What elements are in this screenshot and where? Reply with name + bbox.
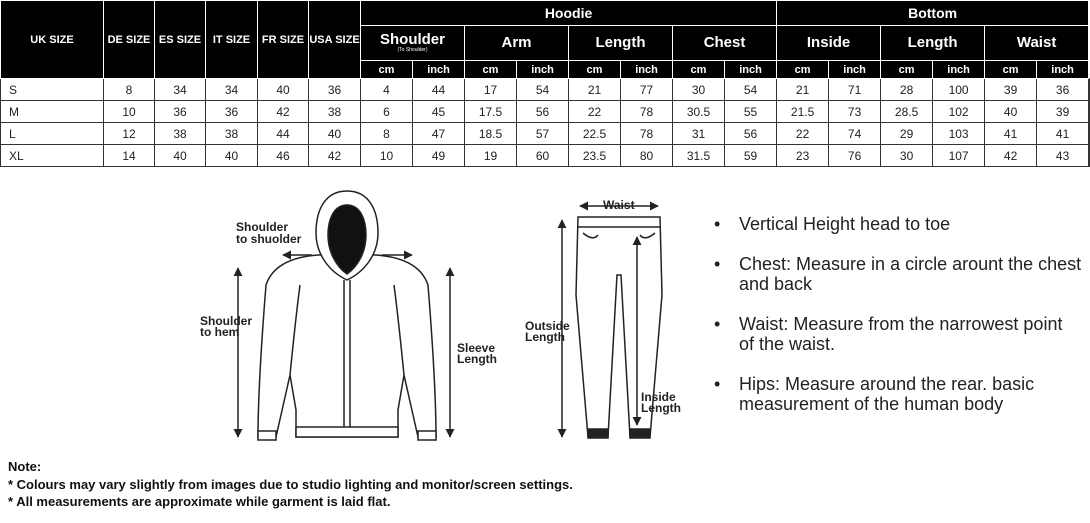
table-cell [1089, 79, 1090, 101]
note-item: • Vertical Height head to toe [712, 214, 1082, 234]
table-cell: 41 [985, 123, 1037, 145]
table-cell: 103 [933, 123, 985, 145]
table-cell: 12 [104, 123, 155, 145]
table-cell: 23 [777, 145, 829, 167]
table-cell: 36 [1037, 79, 1089, 101]
table-cell: 102 [933, 101, 985, 123]
table-cell: 21 [569, 79, 621, 101]
table-cell: 56 [725, 123, 777, 145]
hoodie-shoulder-label: Shoulder [379, 31, 445, 48]
col-de-size: DE SIZE [104, 1, 155, 79]
table-cell: 47 [413, 123, 465, 145]
hoodie-shoulder-sublabel: (To Shoulder) [397, 47, 428, 53]
label-shoulder-to-hem-1: Shoulder [200, 314, 253, 328]
table-cell: 28.5 [881, 101, 933, 123]
table-cell: 40 [985, 101, 1037, 123]
label-sleeve-length-1: Sleeve [457, 341, 496, 355]
unit-header-cm: cm [569, 61, 621, 79]
bottom-inside-header: Inside [777, 26, 881, 61]
table-cell: 18.5 [465, 123, 517, 145]
table-cell: 8 [361, 123, 413, 145]
table-cell: 36 [309, 79, 361, 101]
unit-header-cm: cm [465, 61, 517, 79]
table-cell: 41 [1037, 123, 1089, 145]
table-cell: 57 [517, 123, 569, 145]
pants-left-cuff [588, 429, 608, 438]
table-cell: 71 [829, 79, 881, 101]
table-cell: 38 [309, 101, 361, 123]
table-cell: 54 [517, 79, 569, 101]
table-cell: 14 [104, 145, 155, 167]
unit-header-cm: cm [361, 61, 413, 79]
table-cell: 8 [104, 79, 155, 101]
label-inside-length-2: Length [641, 401, 681, 415]
hoodie-waistband [296, 427, 398, 437]
label-inside-length-1: Inside [641, 390, 676, 404]
table-cell: 100 [933, 79, 985, 101]
table-cell: 36 [206, 101, 258, 123]
label-shoulder-to-shoulder-1: Shoulder [236, 220, 289, 234]
hoodie-arm-header: Arm [465, 26, 569, 61]
bottom-waist-header: Waist [985, 26, 1089, 61]
table-cell: 42 [985, 145, 1037, 167]
unit-header-cm: cm [673, 61, 725, 79]
table-cell: 30 [881, 145, 933, 167]
table-cell: 42 [309, 145, 361, 167]
hoodie-right-cuff [418, 431, 436, 440]
hoodie-length-header: Length [569, 26, 673, 61]
col-es-size: ES SIZE [155, 1, 206, 79]
label-waist: Waist [603, 198, 635, 212]
unit-header-cm: cm [881, 61, 933, 79]
table-cell: 36 [155, 101, 206, 123]
col-it-size: IT SIZE [206, 1, 258, 79]
table-cell: 39 [1037, 101, 1089, 123]
label-shoulder-to-hem-2: to hem [200, 325, 240, 339]
col-uk-size: UK SIZE [1, 1, 104, 79]
table-cell: 10 [104, 101, 155, 123]
note-item: • Chest: Measure in a circle arount the chest and back [712, 254, 1082, 294]
table-cell: 22 [777, 123, 829, 145]
unit-header-inch: inch [933, 61, 985, 79]
table-cell: 23.5 [569, 145, 621, 167]
table-cell: 10 [361, 145, 413, 167]
size-table-body [1, 79, 1090, 167]
table-cell: 46 [258, 145, 309, 167]
table-cell: 74 [829, 123, 881, 145]
footnote-line: * All measurements are approximate while garment is laid flat. [8, 494, 391, 509]
footnote-title: Note: [8, 459, 42, 474]
table-cell: 60 [517, 145, 569, 167]
table-cell: 73 [829, 101, 881, 123]
table-cell: 29 [881, 123, 933, 145]
size-label-cell: M [1, 101, 104, 123]
table-cell: 77 [621, 79, 673, 101]
table-cell: 38 [155, 123, 206, 145]
table-row [1, 123, 1090, 145]
col-fr-size: FR SIZE [258, 1, 309, 79]
table-cell: 40 [258, 79, 309, 101]
footnote-line: * Colours may vary slightly from images due to studio lighting and monitor/screen settings. [8, 476, 573, 492]
table-row [1, 101, 1090, 123]
measuring-notes [712, 214, 1082, 434]
hoodie-body-outline [258, 255, 436, 437]
table-row [1, 145, 1090, 167]
table-cell: 78 [621, 101, 673, 123]
size-label-cell: L [1, 123, 104, 145]
table-cell: 40 [206, 145, 258, 167]
note-item: • Waist: Measure from the narrowest point of the waist. [712, 314, 1082, 354]
label-sleeve-length-2: Length [457, 352, 497, 366]
table-cell: 6 [361, 101, 413, 123]
table-cell: 22.5 [569, 123, 621, 145]
table-cell: 45 [413, 101, 465, 123]
table-cell: 56 [517, 101, 569, 123]
size-label-cell: XL [1, 145, 104, 167]
unit-header-inch: inch [517, 61, 569, 79]
table-cell: 4 [361, 79, 413, 101]
table-cell: 17.5 [465, 101, 517, 123]
table-cell: 34 [206, 79, 258, 101]
unit-header-inch: inch [829, 61, 881, 79]
table-cell: 39 [985, 79, 1037, 101]
table-cell: 40 [309, 123, 361, 145]
table-cell: 76 [829, 145, 881, 167]
unit-header-cm: cm [985, 61, 1037, 79]
size-label-cell: S [1, 79, 104, 101]
table-cell: 54 [725, 79, 777, 101]
table-cell: 42 [258, 101, 309, 123]
table-cell: 38 [206, 123, 258, 145]
label-outside-length-2: Length [525, 330, 565, 344]
table-cell: 43 [1037, 145, 1089, 167]
table-cell: 17 [465, 79, 517, 101]
table-cell: 30.5 [673, 101, 725, 123]
table-cell: 28 [881, 79, 933, 101]
hoodie-shoulder-header [361, 26, 465, 61]
note-item: • Hips: Measure around the rear. basic measurement of the human body [712, 374, 1082, 414]
label-outside-length-1: Outside [525, 319, 570, 333]
table-cell: 31.5 [673, 145, 725, 167]
unit-header-inch: inch [413, 61, 465, 79]
table-cell: 30 [673, 79, 725, 101]
size-chart-table [0, 0, 1090, 167]
bottom-header: Bottom [777, 1, 1089, 26]
table-cell: 19 [465, 145, 517, 167]
table-cell [1089, 123, 1090, 145]
label-shoulder-to-shoulder-2: to shuolder [236, 232, 302, 246]
table-cell: 44 [413, 79, 465, 101]
table-cell: 55 [725, 101, 777, 123]
hoodie-header: Hoodie [361, 1, 777, 26]
pants-right-cuff [630, 429, 650, 438]
table-cell: 59 [725, 145, 777, 167]
table-row [1, 79, 1090, 101]
table-cell [1089, 101, 1090, 123]
bottom-length-header: Length [881, 26, 985, 61]
unit-header-inch: inch [725, 61, 777, 79]
garment-diagrams [0, 175, 700, 450]
table-cell: 107 [933, 145, 985, 167]
table-cell: 31 [673, 123, 725, 145]
unit-header-cm: cm [777, 61, 829, 79]
table-cell: 80 [621, 145, 673, 167]
table-cell: 40 [155, 145, 206, 167]
col-usa-size: USA SIZE [309, 1, 361, 79]
hoodie-chest-header: Chest [673, 26, 777, 61]
table-cell: 21 [777, 79, 829, 101]
hoodie-left-cuff [258, 431, 276, 440]
unit-header-inch: inch [621, 61, 673, 79]
footnote [8, 458, 573, 511]
table-cell: 49 [413, 145, 465, 167]
unit-header-inch: inch [1037, 61, 1089, 79]
table-cell [1089, 145, 1090, 167]
table-cell: 21.5 [777, 101, 829, 123]
table-cell: 78 [621, 123, 673, 145]
table-cell: 22 [569, 101, 621, 123]
table-cell: 34 [155, 79, 206, 101]
table-cell: 44 [258, 123, 309, 145]
